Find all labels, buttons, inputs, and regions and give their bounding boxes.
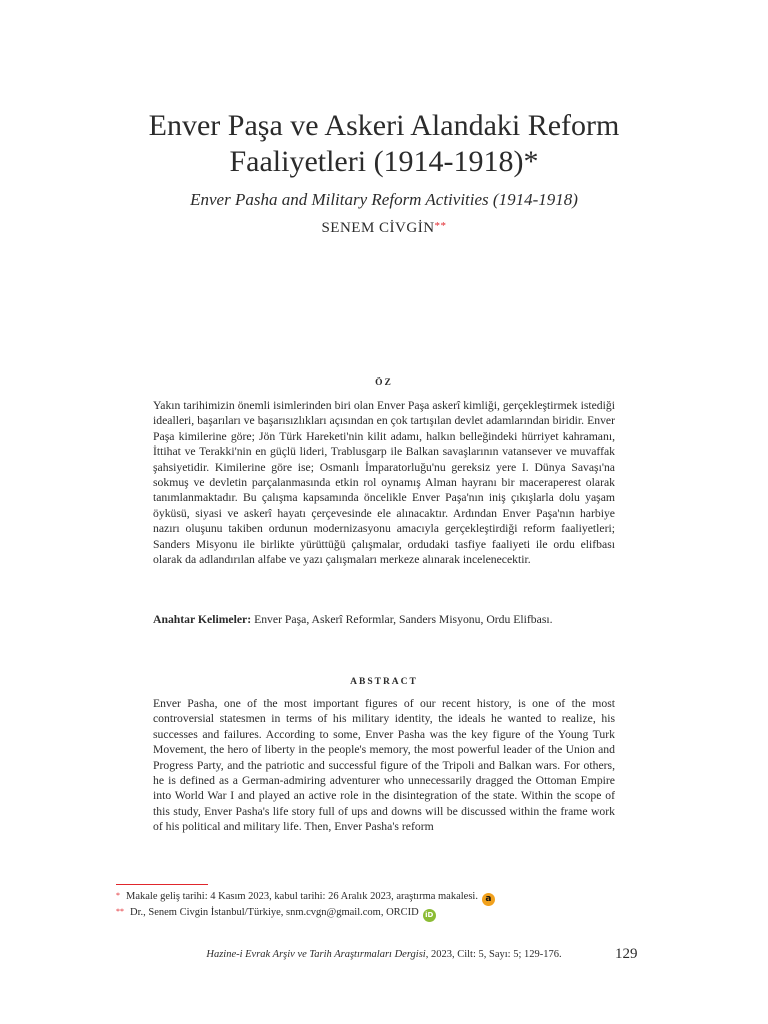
- title-line-1: Enver Paşa ve Askeri Alandaki Reform: [148, 109, 620, 142]
- abstract-paragraph: Enver Pasha, one of the most important figures of our recent history, is one of the most controversial statesmen in terms of his military identity, the ideals he wanted to realize, his successes and failures. According to some, Enver Pasha was the key figure of the Young Turk Movement, the hero of liberty in the people's memory, the most powerful leader of the Union and Progress Party, and the patriotic and successful figure of the Tripoli and Balkan wars. For others, he is defined as a German-admiring adventurer who unnecessarily dragged the Ottoman Empire into World War I and played an active role in the disintegration of the state. Within the scope of this study, Enver Pasha's life story full of ups and downs will be discussed within the frame work of his political and military life. Then, Enver Pasha's reform: [153, 697, 615, 834]
- footnote-1: [116, 891, 495, 906]
- keywords-text: Enver Paşa, Askerî Reformlar, Sanders Misyonu, Ordu Elifbası.: [251, 613, 553, 626]
- footnote-1-mark: *: [116, 891, 120, 900]
- journal-citation: [150, 949, 618, 960]
- author-line: [80, 220, 688, 237]
- oz-paragraph: Yakın tarihimizin önemli isimlerinden biri olan Enver Paşa askerî kimliği, gerçekleştirmek istediği idealleri, başarıları ve başarısızlıkları açısından en çok tartışılan devlet adamlarından biridir. Enver Paşa kimilerine göre; Jön Türk Hareketi'nin kilit adamı, halkın belleğindeki hürriyet kahramanı, İttihat ve Terakki'nin en güçlü lideri, Trablusgarp ile Balkan savaşlarının vatansever ve muvaffak şahsiyetidir. Kimilerine göre ise; Osmanlı İmparatorluğu'nu gereksiz yere I. Dünya Savaşı'na sokmuş ve devletin parçalanmasında etkin rol oynamış Alman hayranı bir maceraperest olarak tanımlanmaktadır. Bu çalışma kapsamında öncelikle Enver Paşa'nın iniş çıkışlarla dolu yaşam öyküsü, siyasi ve askerî hayatı çerçevesinde ele alınacaktır. Ardından Enver Paşa'nın harbiye nazırı oluşunu takiben ordunun modernizasyonu amacıyla gerçekleştirdiği reform faaliyetleri; Sanders Misyonu ile birlikte yürüttüğü çalışmalar, ordudaki tasfiye faaliyeti ile ordu elifbası olarak da adlandırılan alfabe ve yazı çalışmaları merkeze alınarak incelenecektir.: [153, 399, 615, 567]
- oz-heading: ÖZ: [375, 378, 393, 388]
- footnote-2-text: Dr., Senem Civgin İstanbul/Türkiye, snm.cvgn@gmail.com, ORCID: [130, 907, 419, 918]
- footnote-1-text: Makale geliş tarihi: 4 Kasım 2023, kabul tarihi: 26 Aralık 2023, araştırma makalesi.: [126, 891, 478, 902]
- journal-name: Hazine-i Evrak Arşiv ve Tarih Araştırmaları Dergisi: [206, 949, 426, 960]
- author-name: SENEM CİVGİN: [321, 220, 435, 236]
- orcid-icon[interactable]: iD: [423, 909, 436, 922]
- page-number: 129: [615, 946, 638, 962]
- article-title: [80, 108, 688, 180]
- journal-details: , 2023, Cilt: 5, Sayı: 5; 129-176.: [425, 949, 562, 960]
- open-access-icon[interactable]: a: [482, 893, 495, 906]
- footnote-2-mark: **: [116, 907, 124, 916]
- title-line-2: Faaliyetleri (1914-1918)*: [229, 145, 539, 178]
- footnote-divider: [116, 884, 208, 885]
- abstract-heading: ABSTRACT: [350, 677, 418, 687]
- keywords-label: Anahtar Kelimeler:: [153, 613, 252, 626]
- footnote-2: [116, 907, 436, 922]
- keywords-line: [153, 612, 615, 627]
- author-footnote-mark[interactable]: **: [434, 220, 447, 232]
- english-title: Enver Pasha and Military Reform Activities (1914-1918): [190, 190, 578, 209]
